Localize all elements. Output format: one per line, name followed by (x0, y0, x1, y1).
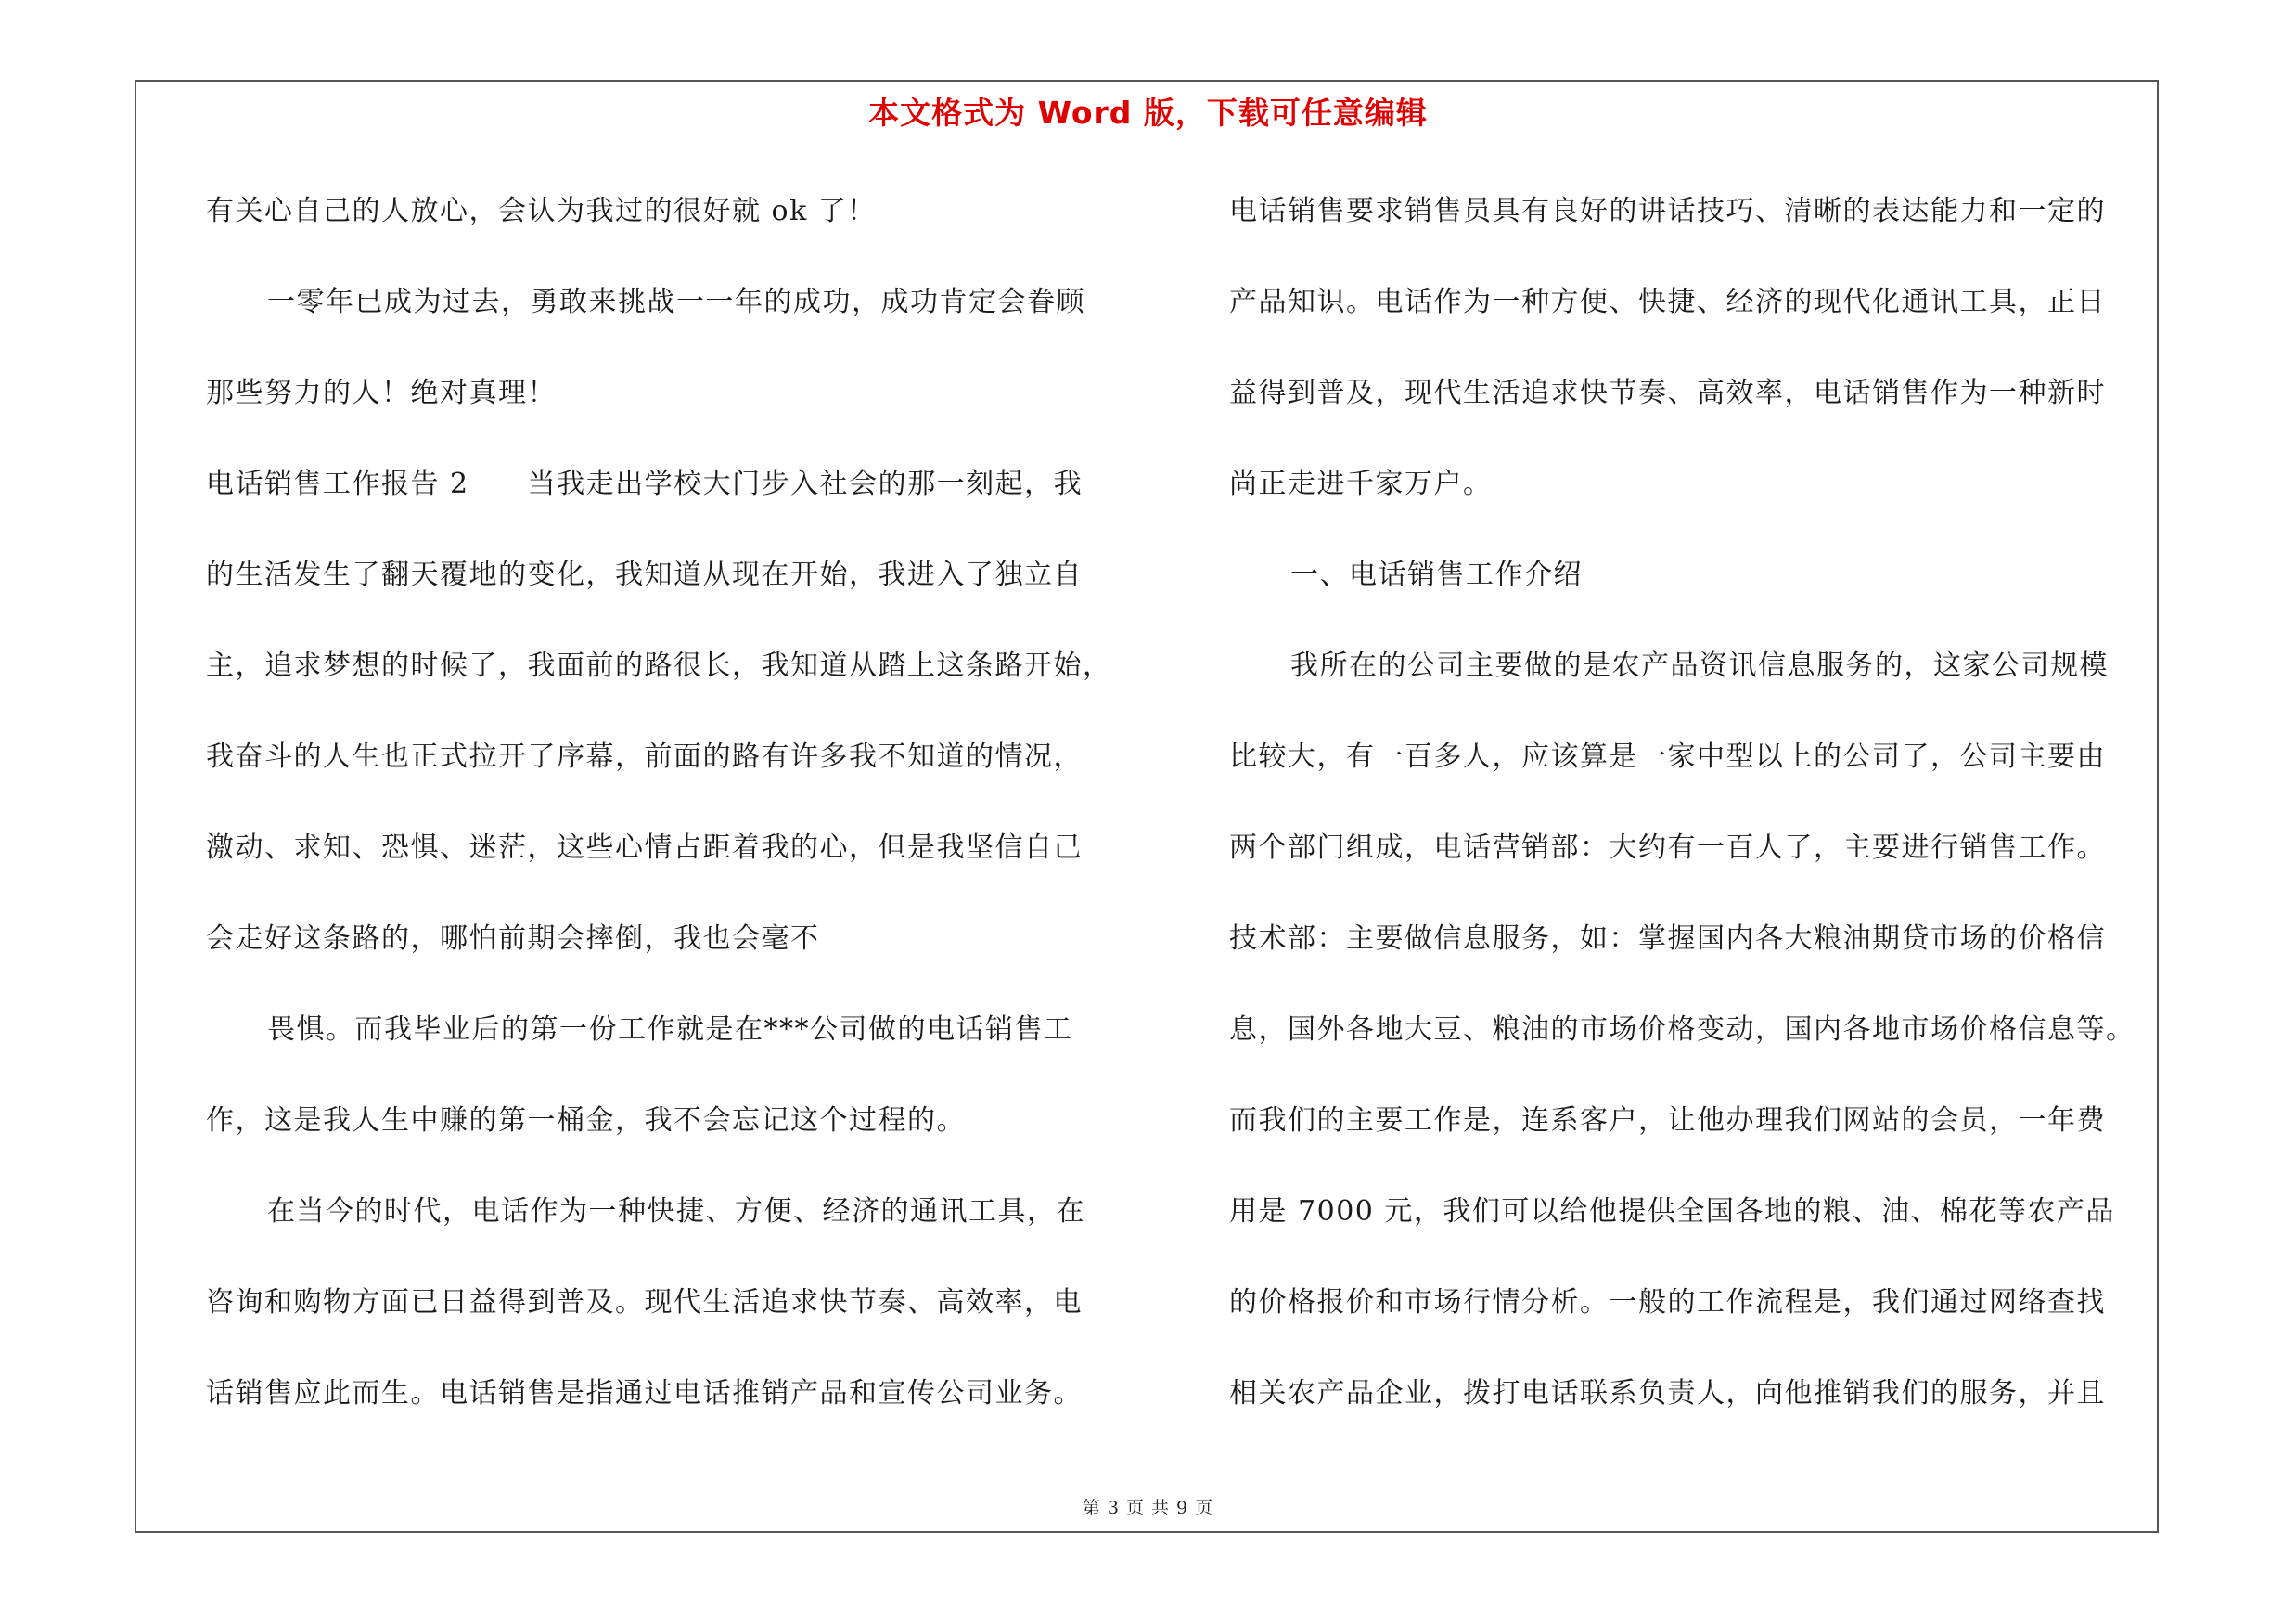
paragraph-line: 我奋斗的人生也正式拉开了序幕，前面的路有许多我不知道的情况， (206, 741, 1083, 773)
paragraph-line: 会走好这条路的，哪怕前期会摔倒，我也会毫不 (206, 922, 820, 955)
paragraph-line: 两个部门组成，电话营销部：大约有一百人了，主要进行销售工作。 (1229, 831, 2106, 864)
left-column (206, 186, 1143, 1459)
format-banner: 本文格式为 Word 版，下载可任意编辑 (868, 95, 1428, 131)
paragraph-line: 益得到普及，现代生活追求快节奏、高效率，电话销售作为一种新时 (1229, 377, 2106, 409)
paragraph-line: 我所在的公司主要做的是农产品资讯信息服务的，这家公司规模 (1290, 650, 2109, 682)
paragraph-line: 激动、求知、恐惧、迷茫，这些心情占距着我的心，但是我坚信自己 (206, 831, 1083, 864)
paragraph-line: 的生活发生了翻天覆地的变化，我知道从现在开始，我进入了独立自 (206, 559, 1083, 591)
paragraph-line: 尚正走进千家万户。 (1229, 468, 1493, 500)
paragraph-line: 息，国外各地大豆、粮油的市场价格变动，国内各地市场价格信息等。 (1229, 1013, 2136, 1046)
paragraph-line: 咨询和购物方面已日益得到普及。现代生活追求快节奏、高效率，电 (206, 1286, 1083, 1319)
paragraph-line: 畏惧。而我毕业后的第一份工作就是在***公司做的电话销售工 (267, 1013, 1073, 1046)
page-number: 第 3 页 共 9 页 (1082, 1498, 1214, 1518)
paragraph-line: 而我们的主要工作是，连系客户，让他办理我们网站的会员，一年费 (1229, 1104, 2106, 1137)
paragraph-line: 在当今的时代，电话作为一种快捷、方便、经济的通讯工具，在 (267, 1195, 1085, 1228)
paragraph-line: 一零年已成为过去，勇敢来挑战一一年的成功，成功肯定会眷顾 (267, 286, 1085, 318)
paragraph-line: 电话销售要求销售员具有良好的讲话技巧、清晰的表达能力和一定的 (1229, 195, 2106, 227)
paragraph-line: 有关心自己的人放心，会认为我过的很好就 ok 了！ (206, 195, 877, 227)
paragraph-line: 产品知识。电话作为一种方便、快捷、经济的现代化通讯工具，正日 (1229, 286, 2106, 318)
paragraph-line: 一、电话销售工作介绍 (1290, 559, 1583, 591)
paragraph-line: 作，这是我人生中赚的第一桶金，我不会忘记这个过程的。 (206, 1104, 966, 1137)
paragraph-line: 主，追求梦想的时候了，我面前的路很长，我知道从踏上这条路开始， (206, 650, 1112, 682)
paragraph-line: 技术部：主要做信息服务，如：掌握国内各大粮油期贷市场的价格信 (1229, 922, 2106, 955)
paragraph-line: 话销售应此而生。电话销售是指通过电话推销产品和宣传公司业务。 (206, 1377, 1083, 1410)
paragraph-line: 比较大，有一百多人，应该算是一家中型以上的公司了，公司主要由 (1229, 741, 2106, 773)
right-column (1229, 186, 2161, 1459)
paragraph-line: 电话销售工作报告 2 当我走出学校大门步入社会的那一刻起，我 (206, 468, 1084, 500)
paragraph-line: 那些努力的人！绝对真理！ (206, 377, 557, 409)
paragraph-line: 用是 7000 元，我们可以给他提供全国各地的粮、油、棉花等农产品 (1229, 1195, 2115, 1228)
paragraph-line: 相关农产品企业，拨打电话联系负责人，向他推销我们的服务，并且 (1229, 1377, 2106, 1410)
paragraph-line: 的价格报价和市场行情分析。一般的工作流程是，我们通过网络查找 (1229, 1286, 2106, 1319)
